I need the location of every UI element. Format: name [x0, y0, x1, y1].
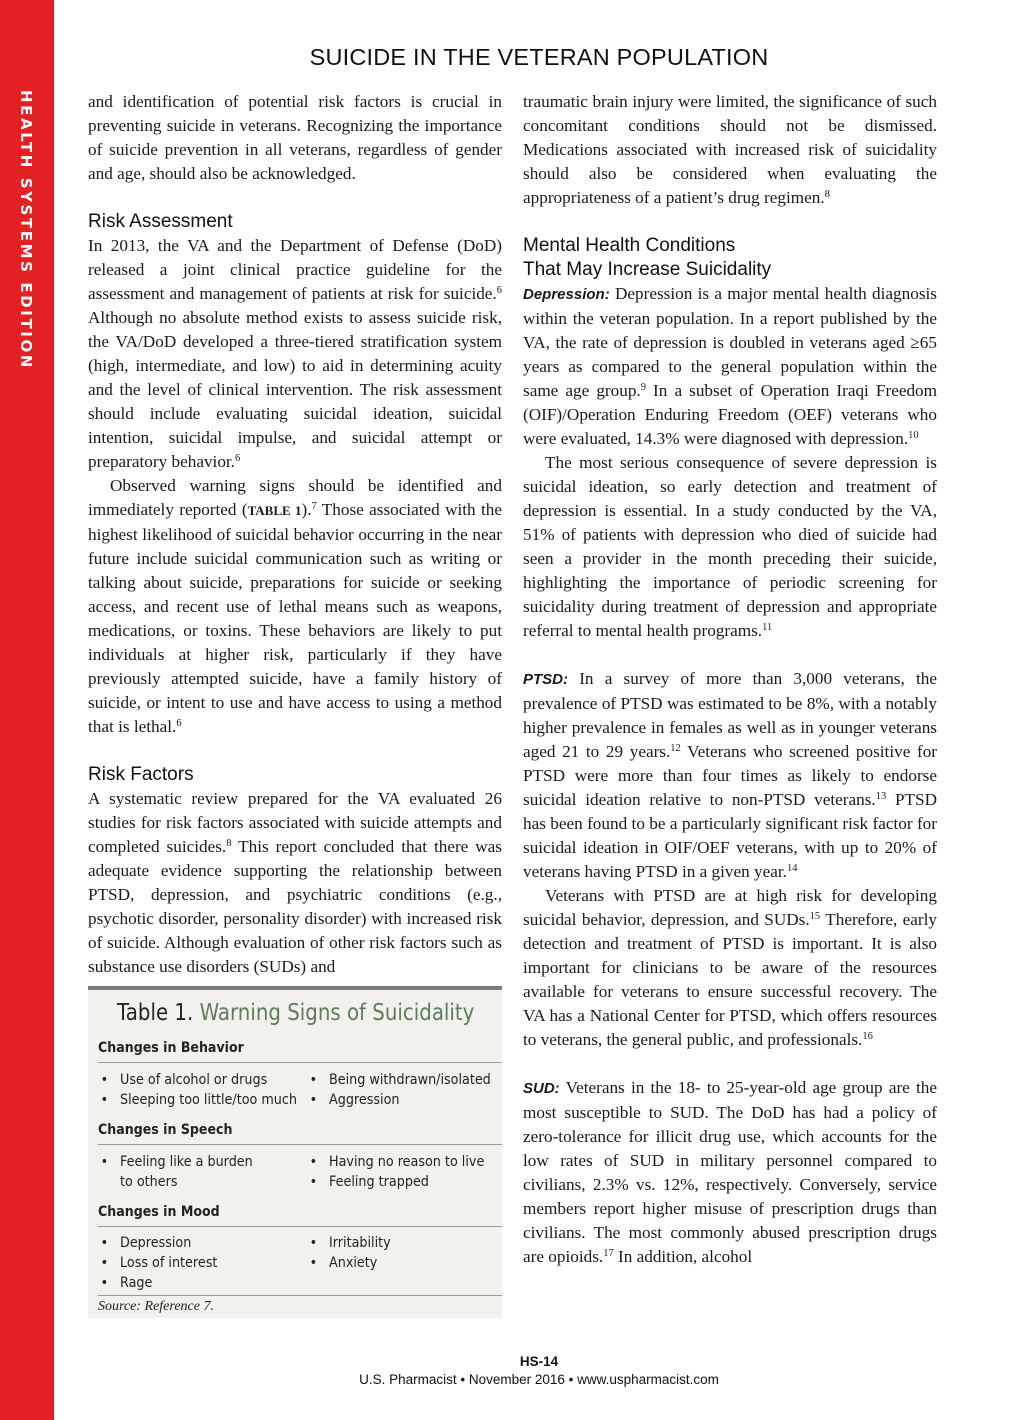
page-number: HS-14 [519, 1354, 559, 1369]
reference-mark: 8 [824, 189, 830, 200]
warning-signs-table [88, 986, 502, 1318]
reference-mark: 16 [862, 1031, 873, 1042]
ptsd-paragraph: PTSD: In a survey of more than 3,000 veterans, the prevalence of PTSD was estimated to be 8%, with a notably higher prevalence in females as well as in younger veterans aged 21 to 29 years.$^{12}$ Veterans who screened positive for PTSD were more than four times as likely to endorse suicidal ideation relative to non-PTSD veterans.$^{13}$ PTSD has been found to be a particularly significant risk factor for suicidal ideation in OIF/OEF veterans, with up to 20% of veterans having PTSD in a given year.$^{14}$ [523, 669, 938, 881]
table-item: • Irritability [309, 1235, 391, 1251]
table-item: • Loss of interest [100, 1255, 218, 1271]
heading-risk-factors: Risk Factors [88, 764, 194, 785]
table-divider [98, 1226, 502, 1227]
ptsd-label: PTSD: [523, 671, 568, 688]
reference-mark: 17 [603, 1248, 614, 1259]
table-item: • Sleeping too little/too much [100, 1092, 297, 1108]
table-item: • Having no reason to live [309, 1154, 485, 1170]
table-item: • Rage [100, 1275, 153, 1291]
reference-mark: 14 [786, 863, 798, 874]
ptsd-paragraph-2: Veterans with PTSD are at high risk for developing suicidal behavior, depression, and SUDs.$^{15}$ Therefore, early detection and treatment of PTSD is important. It is also important for clinicians to be aware of the resources available for veterans to ensure successful recovery. The VA has a National Center for PTSD, which offers resources to veterans, the general public, and professionals.$^{16}$ [523, 886, 937, 1049]
reference-mark: 9 [640, 382, 646, 393]
reference-mark: 11 [762, 622, 773, 633]
table-section-heading: Changes in Behavior [98, 1040, 244, 1056]
reference-mark: 13 [875, 791, 887, 802]
left-paragraph-2: In 2013, the VA and the Department of Defense (DoD) released a joint clinical practice guideline for the assessment and management of patients at risk for suicide.$^6$ Although no absolute method exists to assess suicide risk, the VA/DoD developed a three-tiered stratification system (high, intermediate, and low) to aid in determining acuity and the level of clinical intervention. The risk assessment should include evaluating suicidal ideation, suicidal intention, suicidal impulse, and suicidal attempt or preparatory behavior.$^6$ [88, 236, 502, 471]
table-title: Table 1. Warning Signs of Suicidality [117, 1000, 475, 1026]
depression-label: Depression: [523, 286, 610, 303]
table-item: • Feeling like a burden [100, 1154, 253, 1170]
table-reference: TABLE 1 [247, 503, 302, 518]
reference-mark: 12 [670, 743, 681, 754]
left-paragraph-3: Observed warning signs should be identified and immediately reported (TABLE 1).$^7$ Those associated with the highest likelihood of suicidal behavior occurring in the near future include suicidal communication such as writing or talking about suicide, preparations for suicide or seeking access, and recent use of lethal means such as weapons, medications, or toxins. These behaviors are likely to put individuals at higher risk, particularly if they have previously attempted suicide, have a family history of suicide, or intent to use and have access to using a method that is lethal.$^6$ [88, 476, 502, 736]
right-column [523, 90, 937, 1269]
sud-paragraph: SUD: Veterans in the 18- to 25-year-old age group are the most susceptible to SUD. The DoD has had a policy of zero-tolerance for illicit drug use, which accounts for the low rates of SUD in military personnel compared to civilians, 2.3% vs. 12%, respectively. Conversely, service members report higher misuse of prescription drugs than civilians. The most commonly abused prescription drugs are opioids.$^{17}$ In addition, alcohol [523, 1078, 937, 1266]
right-paragraph-1: traumatic brain injury were limited, the significance of such concomitant conditions should not be dismissed. Medications associated with increased risk of suicidality should also be considered when evaluating the appropriateness of a patient’s drug regimen.$^8$ [523, 92, 937, 207]
left-paragraph-4: A systematic review prepared for the VA evaluated 26 studies for risk factors associated with suicide attempts and completed suicides.$^8$ This report concluded that there was adequate evidence supporting the relationship between PTSD, depression, and psychiatric conditions (e.g., psychotic disorder, personality disorder) with increased risk of suicide. Although evaluation of other risk factors such as substance use disorders (SUDs) and [88, 789, 502, 976]
reference-mark: 6 [176, 718, 182, 729]
depression-paragraph: Depression: Depression is a major mental health diagnosis within the veteran population. In a report published by the VA, the rate of depression is doubled in veterans aged ≥65 years as compared to the general population within the same age group.$^9$ In a subset of Operation Iraqi Freedom (OIF)/Operation Enduring Freedom (OEF) veterans who were evaluated, 14.3% were diagnosed with depression.$^{10}$ [523, 284, 938, 448]
reference-mark: 6 [496, 285, 502, 296]
table-divider [98, 1295, 502, 1296]
reference-mark: 15 [809, 911, 821, 922]
table-item: • Depression [100, 1235, 192, 1251]
footer-publication-info: U.S. Pharmacist • November 2016 • www.uspharmacist.com [359, 1372, 719, 1387]
reference-mark: 10 [908, 430, 919, 441]
table-source: Source: Reference 7. [98, 1299, 214, 1314]
table-item: • Feeling trapped [309, 1174, 429, 1190]
left-paragraph-1: and identification of potential risk factors is crucial in preventing suicide in veterans. Recognizing the importance of suicide prevention in all veterans, regardless of gender and age, should also be acknowledged. [88, 92, 502, 183]
sud-label: SUD: [523, 1080, 560, 1097]
table-section-heading: Changes in Mood [98, 1204, 220, 1220]
table-section-heading: Changes in Speech [98, 1122, 233, 1138]
left-column [88, 90, 502, 979]
sidebar-label: HEALTH SYSTEMS EDITION [17, 90, 35, 370]
running-header: SUICIDE IN THE VETERAN POPULATION [309, 44, 769, 70]
table-item: • Use of alcohol or drugs [100, 1072, 268, 1088]
reference-mark: 7 [311, 501, 317, 512]
table-item: • Aggression [309, 1092, 400, 1108]
table-divider [98, 1062, 502, 1063]
heading-mental-health: Mental Health Conditions That May Increase Suicidality [523, 235, 772, 280]
table-item: • Being withdrawn/isolated [309, 1072, 491, 1088]
reference-mark: 8 [226, 838, 232, 849]
table-item: • Anxiety [309, 1255, 378, 1271]
table-divider [98, 1144, 502, 1145]
heading-risk-assessment: Risk Assessment [88, 211, 233, 232]
table-item: to others [120, 1174, 178, 1190]
depression-paragraph-2: The most serious consequence of severe depression is suicidal ideation, so early detection and treatment of depression is essential. In a study conducted by the VA, 51% of patients with depression who died of suicide had seen a provider in the month preceding their suicide, highlighting the importance of periodic screening for suicidality during treatment of depression and appropriate referral to mental health programs.$^{11}$ [523, 453, 937, 640]
reference-mark: 6 [234, 453, 241, 464]
sidebar-band [0, 0, 54, 1420]
